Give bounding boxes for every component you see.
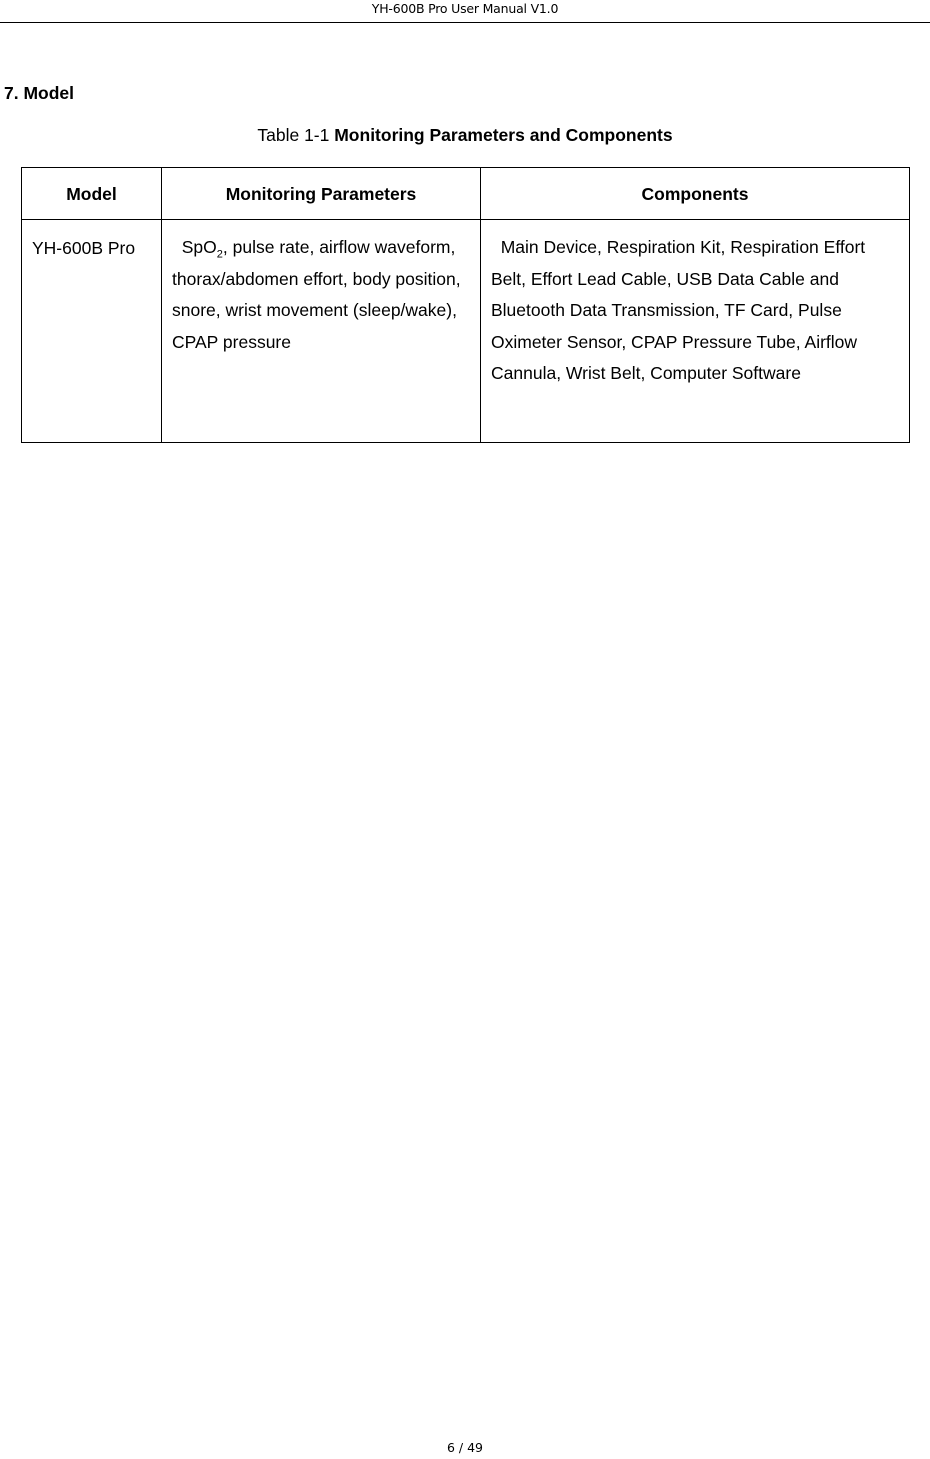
param-spo-lead: SpO	[181, 237, 217, 257]
column-header-components: Components	[481, 168, 910, 220]
param-spo-subscript: 2	[216, 248, 223, 261]
cell-components	[481, 220, 910, 443]
table-caption-title: Monitoring Parameters and Components	[334, 125, 673, 145]
components-text: Main Device, Respiration Kit, Respiration Effort Belt, Effort Lead Cable, USB Data Cable and Bluetooth Data Transmission, TF Card, Pulse Oximeter Sensor, CPAP Pressure Tube, Airflow Cannula, Wrist Belt, Computer Software	[491, 237, 866, 383]
monitoring-parameters-table	[21, 167, 910, 443]
column-header-model: Model	[22, 168, 162, 220]
column-header-monitoring-parameters: Monitoring Parameters	[162, 168, 481, 220]
page-number: 6 / 49	[446, 1440, 484, 1455]
param-rest: , pulse rate, airflow waveform, thorax/abdomen effort, body position, snore, wrist movement (sleep/wake), CPAP pressure	[172, 237, 461, 352]
page-header	[0, 0, 930, 23]
table-caption-prefix: Table 1-1	[257, 125, 335, 145]
cell-monitoring-parameters	[162, 220, 481, 443]
table-row	[22, 220, 910, 443]
page-footer	[0, 1440, 930, 1456]
section-heading: 7. Model	[4, 83, 75, 103]
header-title: YH-600B Pro User Manual V1.0	[371, 1, 559, 16]
cell-model: YH-600B Pro	[22, 220, 162, 443]
table-header-row	[22, 168, 910, 220]
table-caption	[0, 124, 930, 146]
